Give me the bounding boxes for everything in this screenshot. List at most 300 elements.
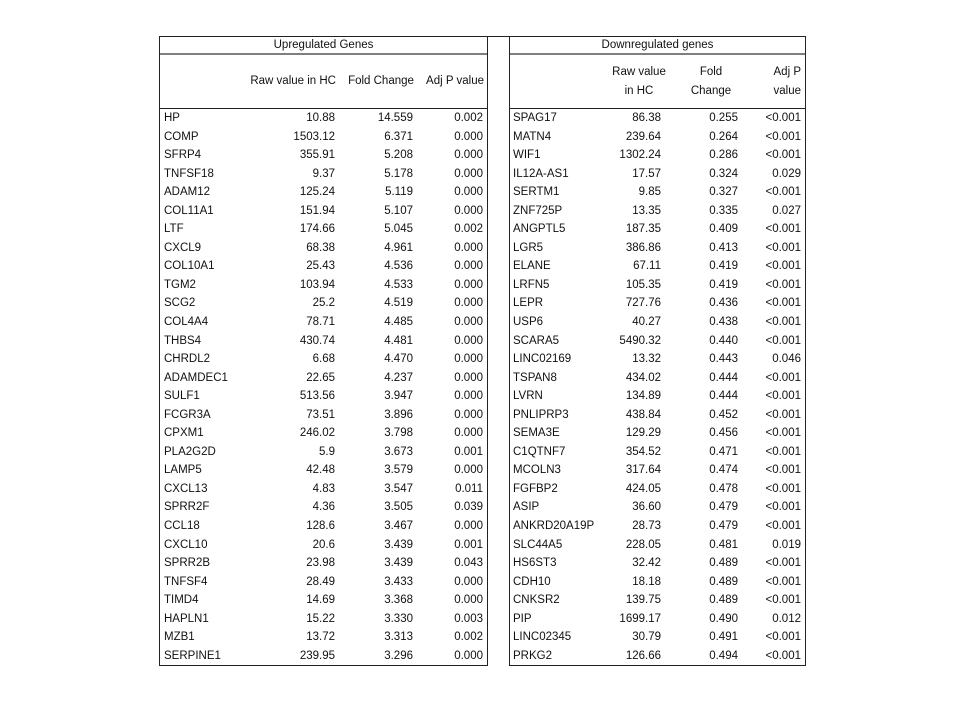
gene-name-cell: SCG2 bbox=[164, 297, 196, 310]
raw-value-cell: 73.51 bbox=[306, 408, 335, 421]
fold-change-cell: 3.439 bbox=[384, 557, 413, 570]
fold-change-cell: 0.489 bbox=[709, 557, 738, 570]
adj-p-value-cell: <0.001 bbox=[765, 464, 801, 477]
down-header-fold-line2: Change bbox=[690, 84, 732, 97]
fold-change-cell: 3.798 bbox=[384, 427, 413, 440]
table-row bbox=[510, 498, 805, 517]
raw-value-cell: 5490.32 bbox=[619, 334, 661, 347]
adj-p-value-cell: 0.000 bbox=[454, 167, 483, 180]
table-row bbox=[159, 517, 487, 536]
raw-value-cell: 1302.24 bbox=[619, 149, 661, 162]
fold-change-cell: 3.579 bbox=[384, 464, 413, 477]
raw-value-cell: 246.02 bbox=[299, 427, 335, 440]
table-row bbox=[159, 610, 487, 629]
table-row bbox=[510, 257, 805, 276]
gene-name-cell: COL11A1 bbox=[164, 204, 214, 217]
raw-value-cell: 430.74 bbox=[299, 334, 335, 347]
fold-change-cell: 0.494 bbox=[709, 649, 738, 662]
adj-p-value-cell: <0.001 bbox=[765, 445, 801, 458]
gene-name-cell: LINC02345 bbox=[513, 631, 572, 644]
raw-value-cell: 513.56 bbox=[299, 390, 335, 403]
adj-p-value-cell: 0.002 bbox=[454, 223, 483, 236]
fold-change-cell: 4.536 bbox=[384, 260, 413, 273]
raw-value-cell: 68.38 bbox=[306, 241, 335, 254]
fold-change-cell: 0.491 bbox=[709, 631, 738, 644]
gene-name-cell: HS6ST3 bbox=[513, 557, 557, 570]
upregulated-rows bbox=[159, 109, 487, 665]
gene-name-cell: USP6 bbox=[513, 316, 544, 329]
gene-name-cell: TGM2 bbox=[164, 278, 196, 291]
adj-p-value-cell: <0.001 bbox=[765, 149, 801, 162]
raw-value-cell: 174.66 bbox=[299, 223, 335, 236]
table-row bbox=[510, 628, 805, 647]
adj-p-value-cell: 0.012 bbox=[772, 612, 801, 625]
gene-name-cell: TNFSF4 bbox=[164, 575, 208, 588]
table-row bbox=[159, 387, 487, 406]
adj-p-value-cell: 0.002 bbox=[454, 112, 483, 124]
gene-name-cell: CXCL13 bbox=[164, 482, 208, 495]
raw-value-cell: 134.89 bbox=[625, 390, 661, 403]
down-header-adj-line1: Adj P bbox=[773, 65, 801, 78]
fold-change-cell: 0.481 bbox=[709, 538, 738, 551]
raw-value-cell: 9.85 bbox=[638, 186, 661, 199]
gene-name-cell: LVRN bbox=[513, 390, 543, 403]
adj-p-value-cell: 0.000 bbox=[454, 130, 483, 143]
separator-left-border bbox=[487, 36, 488, 666]
adj-p-value-cell: 0.043 bbox=[454, 557, 483, 570]
adj-p-value-cell: <0.001 bbox=[765, 334, 801, 347]
raw-value-cell: 128.6 bbox=[306, 520, 335, 533]
gene-name-cell: SERTM1 bbox=[513, 186, 560, 199]
table-row bbox=[159, 628, 487, 647]
gene-name-cell: TIMD4 bbox=[164, 594, 199, 607]
raw-value-cell: 67.11 bbox=[633, 260, 661, 273]
table-row bbox=[159, 109, 487, 128]
table-row bbox=[510, 443, 805, 462]
adj-p-value-cell: 0.003 bbox=[454, 612, 483, 625]
raw-value-cell: 129.29 bbox=[625, 427, 661, 440]
table-row bbox=[510, 369, 805, 388]
gene-name-cell: ADAMDEC1 bbox=[164, 371, 228, 384]
raw-value-cell: 239.95 bbox=[299, 649, 335, 662]
raw-value-cell: 354.52 bbox=[625, 445, 661, 458]
raw-value-cell: 23.98 bbox=[306, 557, 335, 570]
adj-p-value-cell: 0.000 bbox=[454, 649, 483, 662]
adj-p-value-cell: <0.001 bbox=[765, 594, 801, 607]
gene-name-cell: CPXM1 bbox=[164, 427, 204, 440]
adj-p-value-cell: 0.002 bbox=[454, 631, 483, 644]
fold-change-cell: 0.478 bbox=[709, 482, 738, 495]
adj-p-value-cell: <0.001 bbox=[765, 408, 801, 421]
adj-p-value-cell: 0.000 bbox=[454, 204, 483, 217]
downregulated-title: Downregulated genes bbox=[601, 39, 714, 51]
adj-p-value-cell: 0.000 bbox=[454, 464, 483, 477]
adj-p-value-cell: 0.000 bbox=[454, 594, 483, 607]
gene-name-cell: SERPINE1 bbox=[164, 649, 221, 662]
table-row bbox=[510, 536, 805, 555]
table-row bbox=[510, 128, 805, 147]
fold-change-cell: 4.237 bbox=[384, 371, 413, 384]
fold-change-cell: 3.547 bbox=[384, 482, 413, 495]
table-row bbox=[510, 313, 805, 332]
gene-name-cell: SCARA5 bbox=[513, 334, 560, 347]
raw-value-cell: 125.24 bbox=[299, 186, 335, 199]
fold-change-cell: 14.559 bbox=[377, 112, 413, 124]
down-header-adj bbox=[751, 55, 801, 108]
fold-change-cell: 3.467 bbox=[384, 520, 413, 533]
raw-value-cell: 424.05 bbox=[625, 482, 661, 495]
raw-value-cell: 239.64 bbox=[625, 130, 661, 143]
fold-change-cell: 0.474 bbox=[709, 464, 738, 477]
adj-p-value-cell: <0.001 bbox=[765, 390, 801, 403]
up-header-fold: Fold Change bbox=[348, 75, 414, 87]
raw-value-cell: 14.69 bbox=[306, 594, 335, 607]
raw-value-cell: 40.27 bbox=[632, 316, 661, 329]
table-row bbox=[159, 128, 487, 147]
adj-p-value-cell: <0.001 bbox=[765, 427, 801, 440]
raw-value-cell: 28.73 bbox=[632, 520, 661, 533]
fold-change-cell: 5.119 bbox=[385, 186, 413, 199]
gene-name-cell: CXCL10 bbox=[164, 538, 208, 551]
gene-name-cell: HP bbox=[164, 112, 180, 124]
adj-p-value-cell: <0.001 bbox=[765, 520, 801, 533]
adj-p-value-cell: 0.029 bbox=[772, 167, 801, 180]
fold-change-cell: 0.456 bbox=[709, 427, 738, 440]
gene-name-cell: SULF1 bbox=[164, 390, 200, 403]
raw-value-cell: 22.65 bbox=[306, 371, 335, 384]
table-row bbox=[159, 443, 487, 462]
gene-expression-table bbox=[159, 36, 806, 666]
fold-change-cell: 0.452 bbox=[709, 408, 738, 421]
fold-change-cell: 3.296 bbox=[384, 649, 413, 662]
fold-change-cell: 0.413 bbox=[709, 241, 738, 254]
gene-name-cell: FCGR3A bbox=[164, 408, 211, 421]
gene-name-cell: SPAG17 bbox=[513, 112, 557, 124]
adj-p-value-cell: 0.000 bbox=[454, 149, 483, 162]
table-row bbox=[510, 610, 805, 629]
raw-value-cell: 317.64 bbox=[625, 464, 661, 477]
gene-name-cell: MATN4 bbox=[513, 130, 552, 143]
adj-p-value-cell: 0.011 bbox=[455, 482, 483, 495]
gene-name-cell: WIF1 bbox=[513, 149, 541, 162]
adj-p-value-cell: 0.000 bbox=[454, 334, 483, 347]
fold-change-cell: 0.264 bbox=[709, 130, 738, 143]
table-row bbox=[510, 350, 805, 369]
table-row bbox=[159, 146, 487, 165]
fold-change-cell: 0.419 bbox=[709, 278, 738, 291]
raw-value-cell: 9.37 bbox=[312, 167, 335, 180]
table-row bbox=[159, 554, 487, 573]
fold-change-cell: 0.444 bbox=[709, 371, 738, 384]
fold-change-cell: 3.505 bbox=[384, 501, 413, 514]
table-row bbox=[159, 257, 487, 276]
fold-change-cell: 0.255 bbox=[709, 112, 738, 124]
raw-value-cell: 151.94 bbox=[299, 204, 335, 217]
table-row bbox=[159, 536, 487, 555]
gene-name-cell: MCOLN3 bbox=[513, 464, 561, 477]
gene-name-cell: LINC02169 bbox=[513, 353, 572, 366]
adj-p-value-cell: 0.019 bbox=[772, 538, 801, 551]
adj-p-value-cell: <0.001 bbox=[765, 278, 801, 291]
gene-name-cell: CDH10 bbox=[513, 575, 551, 588]
table-row bbox=[510, 517, 805, 536]
table-row bbox=[510, 220, 805, 239]
fold-change-cell: 3.313 bbox=[384, 631, 413, 644]
adj-p-value-cell: 0.001 bbox=[454, 538, 483, 551]
table-row bbox=[510, 424, 805, 443]
table-row bbox=[159, 406, 487, 425]
table-row bbox=[159, 332, 487, 351]
table-row bbox=[159, 313, 487, 332]
fold-change-cell: 3.896 bbox=[384, 408, 413, 421]
gene-name-cell: SFRP4 bbox=[164, 149, 202, 162]
raw-value-cell: 20.6 bbox=[312, 538, 335, 551]
gene-name-cell: SPRR2F bbox=[164, 501, 210, 514]
table-row bbox=[510, 461, 805, 480]
adj-p-value-cell: 0.000 bbox=[454, 260, 483, 273]
fold-change-cell: 4.485 bbox=[384, 316, 413, 329]
raw-value-cell: 6.68 bbox=[312, 353, 335, 366]
table-row bbox=[159, 183, 487, 202]
gene-name-cell: ADAM12 bbox=[164, 186, 211, 199]
upregulated-title: Upregulated Genes bbox=[273, 39, 374, 51]
raw-value-cell: 1503.12 bbox=[293, 130, 335, 143]
adj-p-value-cell: <0.001 bbox=[765, 316, 801, 329]
fold-change-cell: 0.436 bbox=[709, 297, 738, 310]
raw-value-cell: 355.91 bbox=[299, 149, 335, 162]
table-row bbox=[510, 202, 805, 221]
table-row bbox=[159, 239, 487, 258]
gene-name-cell: ANKRD20A19P bbox=[513, 520, 595, 533]
adj-p-value-cell: <0.001 bbox=[765, 649, 801, 662]
fold-change-cell: 0.471 bbox=[709, 445, 738, 458]
up-header-raw: Raw value in HC bbox=[250, 75, 336, 87]
gene-name-cell: ZNF725P bbox=[513, 204, 563, 217]
raw-value-cell: 5.9 bbox=[319, 445, 335, 458]
down-header-raw-line2: in HC bbox=[624, 84, 654, 97]
raw-value-cell: 17.57 bbox=[632, 167, 661, 180]
fold-change-cell: 5.178 bbox=[384, 167, 413, 180]
raw-value-cell: 13.72 bbox=[306, 631, 335, 644]
fold-change-cell: 4.481 bbox=[384, 334, 413, 347]
gene-name-cell: ASIP bbox=[513, 501, 540, 514]
gene-name-cell: SLC44A5 bbox=[513, 538, 563, 551]
fold-change-cell: 3.947 bbox=[384, 390, 413, 403]
down-header-fold bbox=[681, 55, 741, 108]
gene-name-cell: LGR5 bbox=[513, 241, 544, 254]
gene-name-cell: SEMA3E bbox=[513, 427, 560, 440]
adj-p-value-cell: 0.000 bbox=[454, 353, 483, 366]
downregulated-rows bbox=[510, 109, 805, 665]
gene-name-cell: LAMP5 bbox=[164, 464, 202, 477]
fold-change-cell: 4.470 bbox=[384, 353, 413, 366]
adj-p-value-cell: 0.000 bbox=[454, 575, 483, 588]
table-row bbox=[159, 573, 487, 592]
raw-value-cell: 727.76 bbox=[625, 297, 661, 310]
table-row bbox=[510, 647, 805, 666]
table-row bbox=[510, 480, 805, 499]
gene-name-cell: LTF bbox=[164, 223, 184, 236]
raw-value-cell: 386.86 bbox=[625, 241, 661, 254]
adj-p-value-cell: 0.000 bbox=[454, 241, 483, 254]
gene-name-cell: MZB1 bbox=[164, 631, 195, 644]
raw-value-cell: 4.36 bbox=[312, 501, 335, 514]
adj-p-value-cell: 0.027 bbox=[772, 204, 801, 217]
fold-change-cell: 3.368 bbox=[384, 594, 413, 607]
fold-change-cell: 0.444 bbox=[709, 390, 738, 403]
adj-p-value-cell: <0.001 bbox=[765, 371, 801, 384]
table-row bbox=[159, 424, 487, 443]
raw-value-cell: 187.35 bbox=[625, 223, 661, 236]
down-header-fold-line1: Fold bbox=[699, 65, 723, 78]
table-row bbox=[510, 332, 805, 351]
adj-p-value-cell: 0.000 bbox=[454, 316, 483, 329]
table-row bbox=[159, 498, 487, 517]
adj-p-value-cell: 0.000 bbox=[454, 520, 483, 533]
raw-value-cell: 434.02 bbox=[625, 371, 661, 384]
table-row bbox=[159, 461, 487, 480]
gene-name-cell: PIP bbox=[513, 612, 532, 625]
gene-name-cell: COMP bbox=[164, 130, 199, 143]
raw-value-cell: 36.60 bbox=[632, 501, 661, 514]
adj-p-value-cell: <0.001 bbox=[765, 186, 801, 199]
gene-name-cell: LRFN5 bbox=[513, 278, 550, 291]
table-row bbox=[159, 480, 487, 499]
gene-name-cell: PRKG2 bbox=[513, 649, 552, 662]
adj-p-value-cell: 0.000 bbox=[454, 390, 483, 403]
fold-change-cell: 0.479 bbox=[709, 501, 738, 514]
gene-name-cell: TSPAN8 bbox=[513, 371, 557, 384]
fold-change-cell: 0.335 bbox=[709, 204, 738, 217]
fold-change-cell: 3.330 bbox=[384, 612, 413, 625]
raw-value-cell: 25.43 bbox=[306, 260, 335, 273]
gene-name-cell: C1QTNF7 bbox=[513, 445, 566, 458]
raw-value-cell: 13.32 bbox=[632, 353, 661, 366]
fold-change-cell: 5.107 bbox=[384, 204, 413, 217]
adj-p-value-cell: 0.000 bbox=[454, 278, 483, 291]
raw-value-cell: 30.79 bbox=[632, 631, 661, 644]
fold-change-cell: 0.286 bbox=[709, 149, 738, 162]
adj-p-value-cell: <0.001 bbox=[765, 631, 801, 644]
table-row bbox=[510, 406, 805, 425]
raw-value-cell: 4.83 bbox=[312, 482, 335, 495]
table-row bbox=[510, 387, 805, 406]
fold-change-cell: 0.479 bbox=[709, 520, 738, 533]
raw-value-cell: 139.75 bbox=[625, 594, 661, 607]
table-row bbox=[510, 165, 805, 184]
down-header-adj-line2: value bbox=[773, 84, 801, 97]
fold-change-cell: 4.533 bbox=[384, 278, 413, 291]
raw-value-cell: 103.94 bbox=[299, 278, 335, 291]
table-row bbox=[159, 369, 487, 388]
adj-p-value-cell: 0.000 bbox=[454, 408, 483, 421]
adj-p-value-cell: 0.000 bbox=[454, 427, 483, 440]
adj-p-value-cell: <0.001 bbox=[765, 575, 801, 588]
table-row bbox=[510, 109, 805, 128]
raw-value-cell: 438.84 bbox=[625, 408, 661, 421]
raw-value-cell: 18.18 bbox=[632, 575, 661, 588]
gene-name-cell: CCL18 bbox=[164, 520, 200, 533]
gene-name-cell: COL10A1 bbox=[164, 260, 215, 273]
gene-name-cell: TNFSF18 bbox=[164, 167, 214, 180]
raw-value-cell: 10.88 bbox=[306, 112, 335, 124]
adj-p-value-cell: 0.046 bbox=[772, 353, 801, 366]
gene-name-cell: ANGPTL5 bbox=[513, 223, 566, 236]
table-row bbox=[510, 239, 805, 258]
fold-change-cell: 3.439 bbox=[384, 538, 413, 551]
adj-p-value-cell: <0.001 bbox=[765, 260, 801, 273]
up-header-adj: Adj P value bbox=[426, 75, 484, 87]
gene-name-cell: FGFBP2 bbox=[513, 482, 558, 495]
fold-change-cell: 4.961 bbox=[384, 241, 413, 254]
fold-change-cell: 0.324 bbox=[709, 167, 738, 180]
adj-p-value-cell: <0.001 bbox=[765, 112, 801, 124]
raw-value-cell: 86.38 bbox=[632, 112, 661, 124]
raw-value-cell: 15.22 bbox=[306, 612, 335, 625]
raw-value-cell: 78.71 bbox=[306, 316, 335, 329]
gene-name-cell: HAPLN1 bbox=[164, 612, 209, 625]
table-right-border bbox=[805, 36, 806, 666]
fold-change-cell: 0.440 bbox=[709, 334, 738, 347]
gene-name-cell: IL12A-AS1 bbox=[513, 167, 569, 180]
raw-value-cell: 28.49 bbox=[306, 575, 335, 588]
raw-value-cell: 105.35 bbox=[625, 278, 661, 291]
fold-change-cell: 6.371 bbox=[384, 130, 413, 143]
gene-name-cell: LEPR bbox=[513, 297, 544, 310]
table-row bbox=[510, 146, 805, 165]
table-row bbox=[159, 220, 487, 239]
raw-value-cell: 42.48 bbox=[306, 464, 335, 477]
table-row bbox=[159, 294, 487, 313]
fold-change-cell: 3.433 bbox=[384, 575, 413, 588]
gene-name-cell: COL4A4 bbox=[164, 316, 209, 329]
raw-value-cell: 1699.17 bbox=[619, 612, 661, 625]
adj-p-value-cell: 0.000 bbox=[454, 186, 483, 199]
table-row bbox=[159, 647, 487, 666]
table-row bbox=[159, 350, 487, 369]
table-row bbox=[159, 165, 487, 184]
adj-p-value-cell: 0.000 bbox=[454, 297, 483, 310]
fold-change-cell: 5.208 bbox=[384, 149, 413, 162]
fold-change-cell: 0.438 bbox=[709, 316, 738, 329]
table-row bbox=[510, 276, 805, 295]
adj-p-value-cell: <0.001 bbox=[765, 241, 801, 254]
gene-name-cell: ELANE bbox=[513, 260, 551, 273]
adj-p-value-cell: 0.000 bbox=[454, 371, 483, 384]
adj-p-value-cell: <0.001 bbox=[765, 501, 801, 514]
adj-p-value-cell: 0.039 bbox=[454, 501, 483, 514]
fold-change-cell: 5.045 bbox=[384, 223, 413, 236]
table-row bbox=[510, 554, 805, 573]
down-header-raw-line1: Raw value bbox=[612, 65, 666, 78]
adj-p-value-cell: <0.001 bbox=[765, 223, 801, 236]
gene-name-cell: CHRDL2 bbox=[164, 353, 211, 366]
table-row bbox=[510, 573, 805, 592]
raw-value-cell: 13.35 bbox=[632, 204, 661, 217]
gene-name-cell: SPRR2B bbox=[164, 557, 211, 570]
raw-value-cell: 228.05 bbox=[625, 538, 661, 551]
raw-value-cell: 25.2 bbox=[312, 297, 335, 310]
fold-change-cell: 3.673 bbox=[384, 445, 413, 458]
fold-change-cell: 0.327 bbox=[709, 186, 738, 199]
adj-p-value-cell: <0.001 bbox=[765, 557, 801, 570]
raw-value-cell: 126.66 bbox=[625, 649, 661, 662]
fold-change-cell: 0.419 bbox=[709, 260, 738, 273]
adj-p-value-cell: <0.001 bbox=[765, 297, 801, 310]
table-row bbox=[510, 294, 805, 313]
fold-change-cell: 0.490 bbox=[709, 612, 738, 625]
adj-p-value-cell: <0.001 bbox=[765, 130, 801, 143]
